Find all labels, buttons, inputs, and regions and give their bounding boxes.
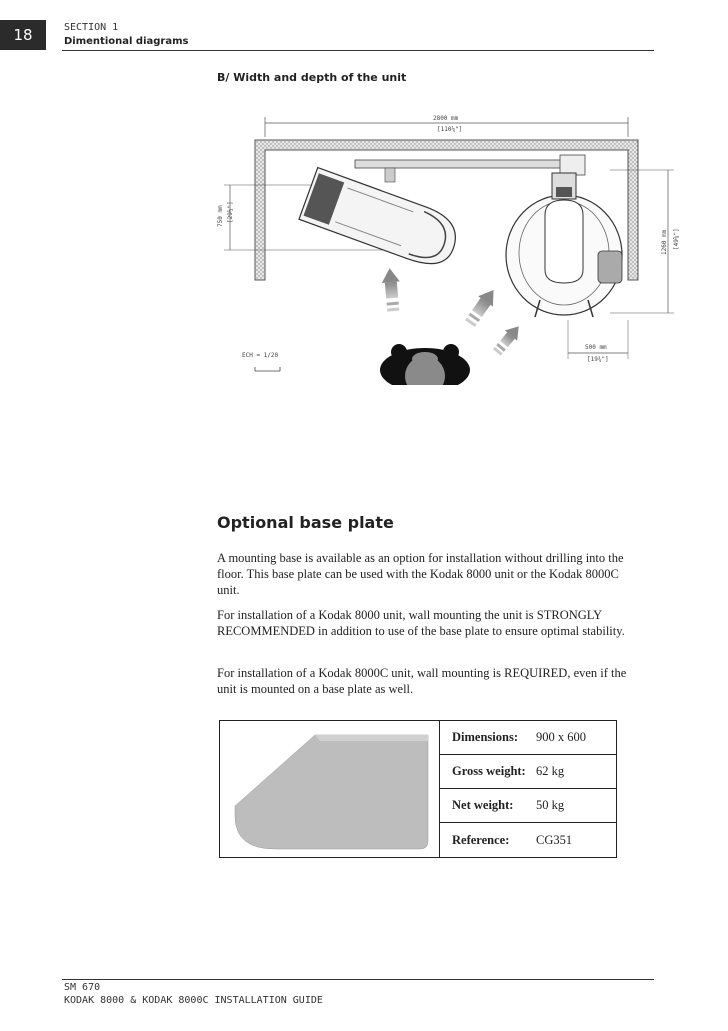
section-title: Dimentional diagrams [64, 36, 189, 47]
spec-label: Gross weight: [452, 764, 526, 778]
diagram-heading: B/ Width and depth of the unit [217, 71, 407, 84]
dim-depth-in-label: [29½"] [227, 201, 234, 223]
base-plate-image [220, 721, 438, 857]
dim-width-in-label: [110¼"] [437, 126, 463, 133]
dim-right-in-label: [49⅝"] [673, 228, 680, 250]
page-number: 18 [0, 20, 46, 50]
dim-right-label: 1260 mm [661, 229, 668, 255]
spec-box [219, 720, 617, 858]
base-plate-paragraph-1: A mounting base is available as an option for installation without drilling into the floor. This base plate can be used with the Kodak 8000 unit or the Kodak 8000C unit. [217, 551, 624, 597]
footer-doc-code: SM 670 [64, 982, 101, 993]
svg-text:ECH = 1/20: ECH = 1/20 [242, 352, 279, 359]
dim-depth-label: 750 mm [217, 205, 224, 227]
spec-row-reference [440, 823, 617, 857]
spec-label: Reference: [452, 832, 510, 847]
spec-value: 50 kg [536, 798, 565, 812]
spec-row-net-weight [440, 789, 617, 823]
spec-label: Net weight: [452, 798, 514, 812]
room-layout-diagram [90, 95, 690, 385]
spec-value: CG351 [536, 832, 573, 847]
footer-rule [62, 979, 654, 980]
patient-figure [380, 344, 470, 385]
spec-value: 62 kg [536, 764, 565, 778]
base-plate-title: Optional base plate [217, 513, 394, 532]
spec-row-gross-weight [440, 755, 617, 789]
dim-bottom-in-label: [19¾"] [587, 356, 609, 363]
spec-row-dimensions [440, 721, 617, 755]
spec-label: Dimensions: [452, 730, 518, 744]
dim-width-label: 2800 mm [433, 115, 459, 122]
footer-doc-title: KODAK 8000 & KODAK 8000C INSTALLATION GUIDE [64, 995, 323, 1006]
base-plate-paragraph-3: For installation of a Kodak 8000C unit, wall mounting is REQUIRED, even if the unit is mounted on a base plate as well. [217, 666, 627, 696]
section-label: SECTION 1 [64, 22, 119, 33]
spec-value: 900 x 600 [536, 730, 586, 744]
dim-bottom-label: 500 mm [585, 344, 607, 351]
header-rule [62, 50, 654, 51]
base-plate-paragraph-2: For installation of a Kodak 8000 unit, wall mounting the unit is STRONGLY RECOMMENDED in addition to use of the base plate to ensure optimal stability. [217, 608, 625, 638]
